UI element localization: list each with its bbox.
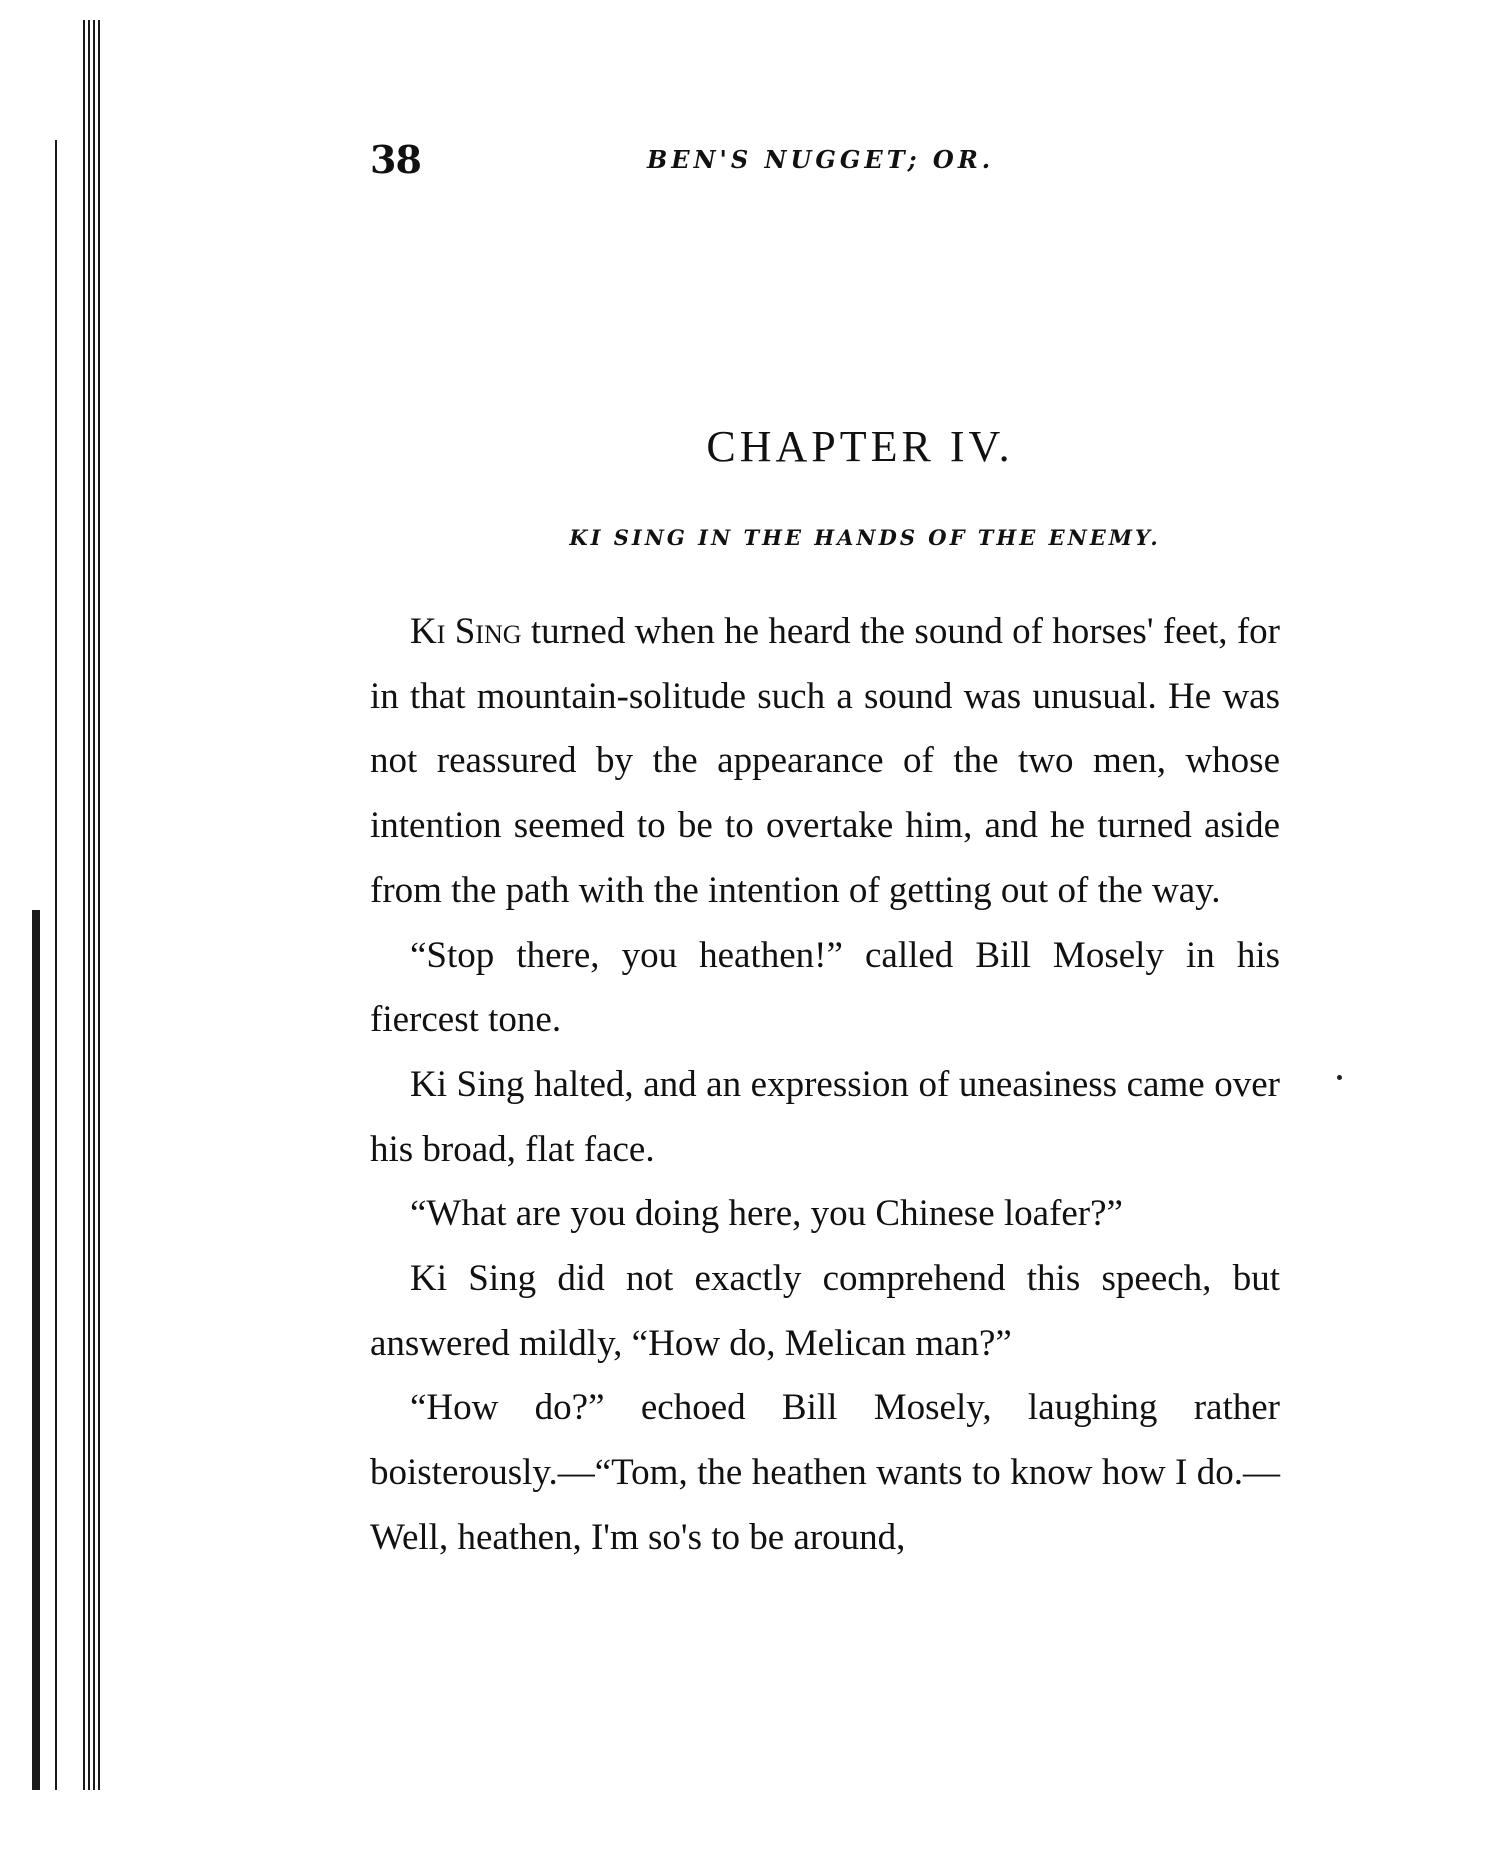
binding-edge: [0, 0, 110, 1850]
page-number: 38: [370, 137, 421, 182]
binding-edge-line: [88, 20, 90, 1790]
paragraph: Ki Sing did not exactly comprehend this speech, but answered mildly, “How do, Melican man?”: [370, 1258, 1280, 1364]
binding-edge-line: [55, 140, 57, 1790]
paragraph: [370, 600, 1280, 924]
paragraph: “What are you doing here, you Chinese loafer?”: [410, 1193, 1123, 1235]
running-title: BEN'S NUGGET; OR.: [647, 145, 995, 174]
binding-edge-line: [83, 20, 85, 1790]
binding-edge-line: [98, 20, 100, 1790]
paragraph-lead-small-caps: Ki Sing: [410, 611, 522, 652]
body-text: [370, 600, 1280, 1571]
chapter-title: CHAPTER IV.: [706, 422, 1014, 471]
page-header: [370, 137, 1290, 187]
paragraph-text: turned when he heard the sound of horses' feet, for in that mountain-solitude such a sound was unusual. He was not reassured by the appearance of the two men, whose intention seemed to be to overtake him, and he turned aside from the path with the intention of getting out of the way.: [370, 611, 1280, 911]
ink-speck: [1337, 1075, 1342, 1080]
paragraph: “How do?” echoed Bill Mosely, laughing rather boisterously.—“Tom, the heathen wants to know how I do.—Well, heathen, I'm so's to be around,: [370, 1387, 1280, 1558]
chapter-subtitle: KI SING IN THE HANDS OF THE ENEMY.: [569, 525, 1161, 550]
paragraph: Ki Sing halted, and an expression of uneasiness came over his broad, flat face.: [370, 1063, 1280, 1170]
binding-edge-thick-line: [32, 910, 40, 1790]
paragraph: “Stop there, you heathen!” called Bill Mosely in his fiercest tone.: [370, 934, 1280, 1041]
binding-edge-line: [93, 20, 95, 1790]
